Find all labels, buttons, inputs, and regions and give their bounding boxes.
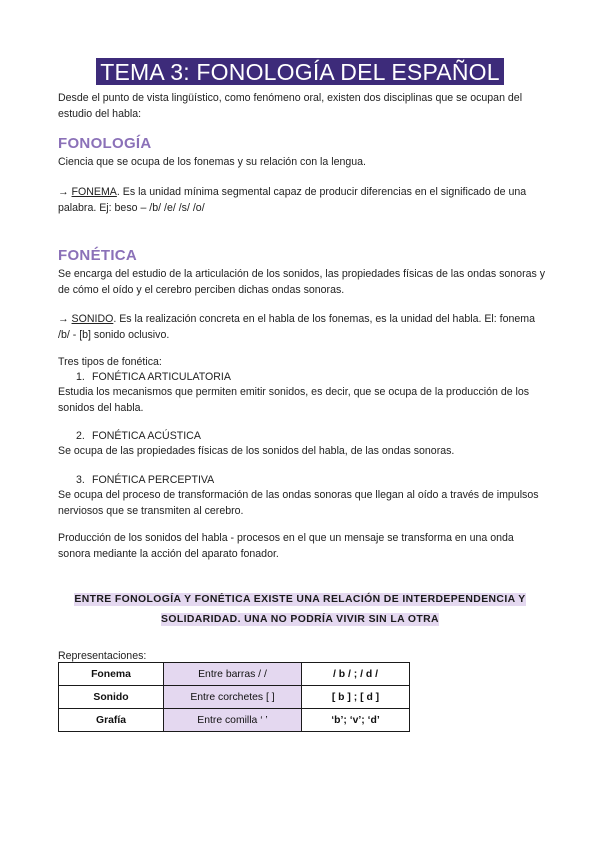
fonema-text: . Es la unidad mínima segmental capaz de producir diferencias en el significado de una palabra. Ej: beso – /b/ /e/ /s/ /o/ [58, 186, 527, 214]
types-intro: Tres tipos de fonética: [58, 356, 162, 368]
table-cell: Entre barras / / [164, 663, 302, 686]
heading-fonetica: FONÉTICA [58, 247, 138, 264]
representaciones-label: Representaciones: [58, 650, 147, 662]
type-description: Se ocupa de las propiedades físicas de los sonidos del habla, de las ondas sonoras. [58, 445, 455, 457]
table-cell: / b / ; / d / [302, 663, 410, 686]
sonido-definition [58, 311, 548, 343]
heading-fonologia: FONOLOGÍA [58, 135, 152, 152]
arrow-icon: → [58, 313, 72, 325]
type-description: Estudia los mecanismos que permiten emitir sonidos, es decir, que se ocupa de la producción de los sonidos del habla. [58, 386, 530, 414]
table-cell: ‘b’; ‘v’; ‘d’ [302, 709, 410, 732]
list-item: 1. FONÉTICA ARTICULATORIA [76, 371, 231, 383]
title-wrapper [0, 58, 600, 85]
table-cell: [ b ] ; [ d ] [302, 686, 410, 709]
type-description: Se ocupa del proceso de transformación de las ondas sonoras que llegan al oído a través de impulsos nerviosos que se transmiten al cerebro. [58, 489, 539, 517]
table-cell: Fonema [59, 663, 164, 686]
page-title: TEMA 3: FONOLOGÍA DEL ESPAÑOL [96, 58, 503, 85]
table-row [59, 686, 410, 709]
representaciones-table [58, 662, 410, 732]
table-cell: Sonido [59, 686, 164, 709]
fonologia-definition: Ciencia que se ocupa de los fonemas y su relación con la lengua. [58, 156, 366, 168]
table-row [59, 709, 410, 732]
list-item: 2. FONÉTICA ACÚSTICA [76, 430, 201, 442]
sonido-text: . Es la realización concreta en el habla de los fonemas, es la unidad del habla. El: fonema /b/ - [b] sonido oclusivo. [58, 313, 535, 341]
table-row [59, 663, 410, 686]
list-item: 3. FONÉTICA PERCEPTIVA [76, 474, 215, 486]
fonetica-definition: Se encarga del estudio de la articulación de los sonidos, las propiedades físicas de las ondas sonoras y de cómo el oído y el cerebro perciben dichas ondas sonoras. [58, 268, 546, 296]
table-cell: Entre comilla ‘ ’ [164, 709, 302, 732]
table-cell: Entre corchetes [ ] [164, 686, 302, 709]
callout-box [58, 589, 542, 629]
fonema-definition [58, 184, 548, 216]
table-cell: Grafía [59, 709, 164, 732]
term-sonido: SONIDO [71, 313, 114, 325]
callout-text: ENTRE FONOLOGÍA Y FONÉTICA EXISTE UNA RELACIÓN DE INTERDEPENDENCIA Y SOLIDARIDAD. UNA NO PODRÍA VIVIR SIN LA OTRA [74, 594, 526, 625]
intro-paragraph: Desde el punto de vista lingüístico, como fenómeno oral, existen dos disciplinas que se ocupan del estudio del habla: [58, 92, 523, 120]
term-fonema: FONEMA [71, 186, 117, 198]
arrow-icon: → [58, 186, 72, 198]
production-paragraph: Producción de los sonidos del habla - procesos en el que un mensaje se transforma en una onda sonora mediante la acción del aparato fonador. [58, 532, 514, 560]
